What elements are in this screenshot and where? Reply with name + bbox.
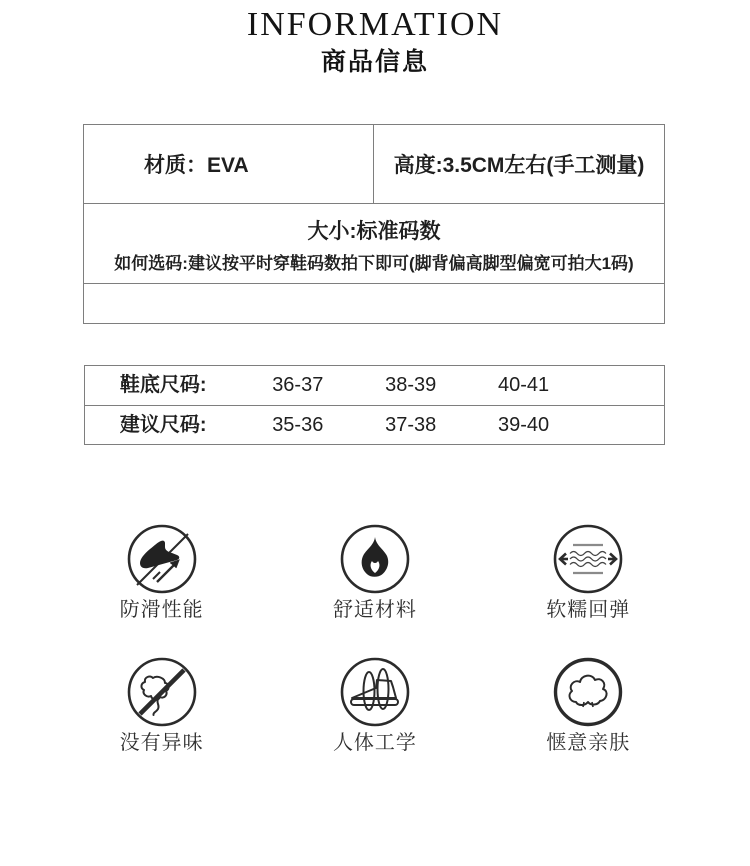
sole-size-value: 38-39 xyxy=(385,374,437,396)
row-spacer xyxy=(580,366,664,405)
sole-size-value: 36-37 xyxy=(272,374,324,396)
feature-label: 软糯回弹 xyxy=(546,599,631,621)
spec-row-material-height xyxy=(84,125,664,204)
no-odor-icon xyxy=(127,657,197,727)
rebound-icon xyxy=(553,524,623,594)
feature-skin-friendly xyxy=(482,657,695,755)
feature-comfort-material xyxy=(268,524,481,622)
spec-row-sizing xyxy=(84,204,664,284)
title-chinese: 商品信息 xyxy=(320,48,429,76)
feature-label: 没有异味 xyxy=(119,732,204,754)
size-table xyxy=(84,365,665,445)
sole-size-value: 40-41 xyxy=(497,374,550,396)
suggested-size-value: 37-38 xyxy=(385,414,437,436)
feature-no-odor xyxy=(55,657,268,755)
height-cell: 高度:3.5CM左右(手工测量) xyxy=(393,154,645,177)
spec-table xyxy=(83,124,665,324)
size-standard-title: 大小:标准码数 xyxy=(307,220,441,243)
feature-label: 人体工学 xyxy=(332,732,417,754)
material-cell: 材质：EVA xyxy=(84,125,374,203)
feature-soft-rebound xyxy=(482,524,695,622)
title-english: INFORMATION xyxy=(246,6,504,43)
cotton-icon xyxy=(553,657,623,727)
ergonomic-icon xyxy=(340,657,410,727)
suggested-size-value: 35-36 xyxy=(272,414,324,436)
suggested-size-value: 39-40 xyxy=(497,414,550,436)
suggested-size-label: 建议尺码: xyxy=(119,414,207,436)
page-header xyxy=(0,6,750,76)
feature-label: 惬意亲肤 xyxy=(546,732,631,754)
table-row xyxy=(85,405,664,444)
feature-row-1 xyxy=(55,524,695,622)
feature-ergonomic xyxy=(268,657,481,755)
table-row xyxy=(85,366,664,405)
size-selection-note: 如何选码:建议按平时穿鞋码数拍下即可(脚背偏高脚型偏宽可拍大1码) xyxy=(114,254,634,273)
anti-slip-icon xyxy=(127,524,197,594)
spec-row-empty xyxy=(84,284,664,323)
feature-label: 舒适材料 xyxy=(332,599,417,621)
row-spacer xyxy=(580,406,664,444)
feature-row-2 xyxy=(55,657,695,755)
feature-anti-slip xyxy=(55,524,268,622)
feature-label: 防滑性能 xyxy=(119,599,204,621)
flame-icon xyxy=(340,524,410,594)
sole-size-label: 鞋底尺码: xyxy=(119,374,207,396)
